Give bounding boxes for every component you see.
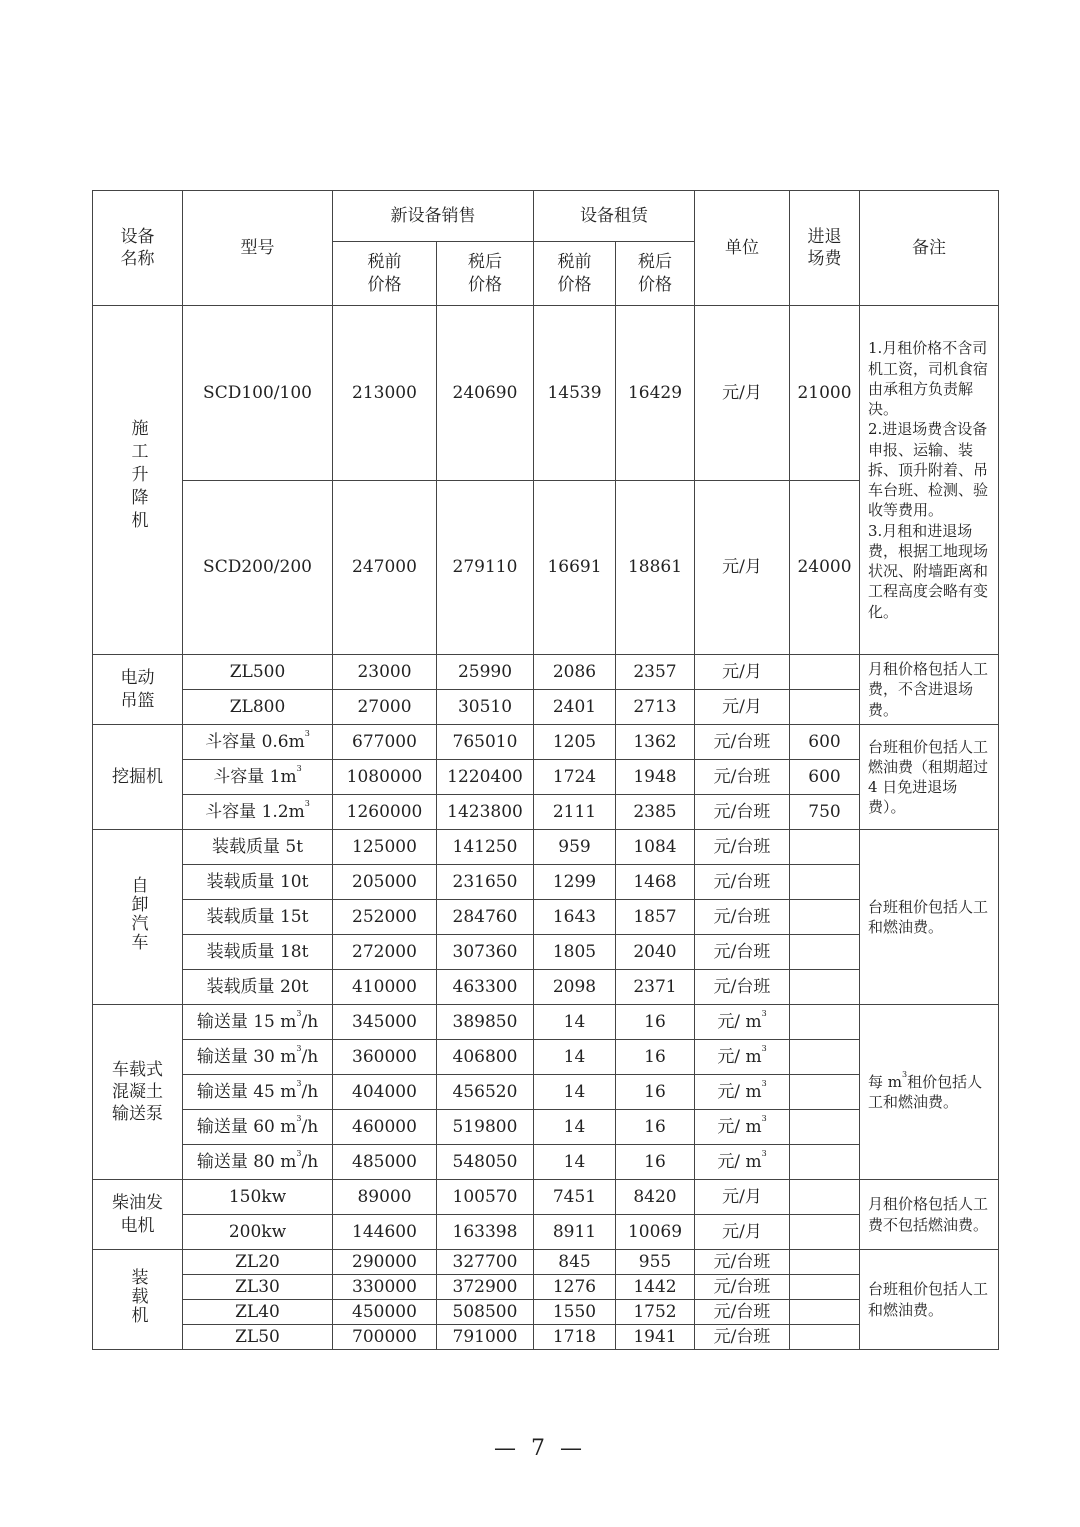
header-rental-post-tax: 税后 价格: [616, 242, 695, 306]
cell-rent-post: 2040: [616, 935, 695, 970]
cell-sale-post: 519800: [437, 1110, 534, 1145]
cell-rent-post: 1084: [616, 830, 695, 865]
cell-sale-pre: 410000: [333, 970, 437, 1005]
cell-rent-post: 18861: [616, 481, 695, 655]
header-model: 型号: [183, 191, 333, 306]
cell-sale-post: 456520: [437, 1075, 534, 1110]
cell-rent-pre: 845: [534, 1250, 616, 1275]
cell-rent-post: 16: [616, 1005, 695, 1040]
cell-entry-fee: [790, 1180, 860, 1215]
table-row: [93, 1005, 999, 1040]
cell-sale-post: 463300: [437, 970, 534, 1005]
cell-sale-pre: 330000: [333, 1275, 437, 1300]
cell-rent-pre: 8911: [534, 1215, 616, 1250]
cell-sale-post: 231650: [437, 865, 534, 900]
cell-rent-pre: 14: [534, 1040, 616, 1075]
header-rental-pre-tax: 税前 价格: [534, 242, 616, 306]
cell-rent-post: 1468: [616, 865, 695, 900]
cell-rent-post: 10069: [616, 1215, 695, 1250]
cell-entry-fee: 750: [790, 795, 860, 830]
cell-sale-pre: 144600: [333, 1215, 437, 1250]
cell-entry-fee: 600: [790, 760, 860, 795]
cell-sale-pre: 700000: [333, 1325, 437, 1350]
cell-sale-pre: 1080000: [333, 760, 437, 795]
cell-unit: 元/台班: [695, 1300, 790, 1325]
cell-rent-pre: 1205: [534, 725, 616, 760]
cell-unit: 元/月: [695, 1180, 790, 1215]
cell-entry-fee: [790, 1250, 860, 1275]
cell-sale-pre: 360000: [333, 1040, 437, 1075]
cell-entry-fee: 24000: [790, 481, 860, 655]
cell-model: 装载质量 10t: [183, 865, 333, 900]
cell-rent-pre: 14539: [534, 306, 616, 481]
cell-model: ZL30: [183, 1275, 333, 1300]
cell-unit: 元/台班: [695, 830, 790, 865]
cell-unit: 元/台班: [695, 1325, 790, 1350]
cell-model: 装载质量 15t: [183, 900, 333, 935]
cell-sale-post: 100570: [437, 1180, 534, 1215]
cell-unit: 元/ $m^3$: [695, 1110, 790, 1145]
cell-sale-pre: 205000: [333, 865, 437, 900]
header-remarks: 备注: [860, 191, 999, 306]
cell-sale-pre: 677000: [333, 725, 437, 760]
header-rental: 设备租赁: [534, 191, 695, 242]
page-number: — 7 —: [494, 1436, 586, 1461]
header-name: 设备 名称: [93, 191, 183, 306]
cell-entry-fee: [790, 1145, 860, 1180]
cell-unit: 元/台班: [695, 795, 790, 830]
cell-rent-pre: 7451: [534, 1180, 616, 1215]
cell-entry-fee: [790, 935, 860, 970]
cell-rent-post: 16: [616, 1075, 695, 1110]
cell-model: ZL50: [183, 1325, 333, 1350]
cell-rent-pre: 14: [534, 1005, 616, 1040]
cell-sale-post: 141250: [437, 830, 534, 865]
cell-rent-pre: 14: [534, 1075, 616, 1110]
cell-model: 输送量 80 $m^3/h$: [183, 1145, 333, 1180]
group-name-dumptruck: 自卸汽车: [93, 830, 183, 1005]
cell-entry-fee: [790, 690, 860, 725]
cell-entry-fee: [790, 970, 860, 1005]
cell-unit: 元/月: [695, 1215, 790, 1250]
note-loader: 台班租价包括人工和燃油费。: [860, 1250, 999, 1350]
cell-entry-fee: [790, 1075, 860, 1110]
cell-model: 装载质量 18t: [183, 935, 333, 970]
cell-unit: 元/月: [695, 481, 790, 655]
header-sales-pre-tax: 税前 价格: [333, 242, 437, 306]
cell-sale-post: 389850: [437, 1005, 534, 1040]
group-name-pump: 车载式 混凝土 输送泵: [93, 1005, 183, 1180]
cell-unit: 元/ $m^3$: [695, 1075, 790, 1110]
cell-unit: 元/台班: [695, 935, 790, 970]
cell-model: 装载质量 5t: [183, 830, 333, 865]
cell-entry-fee: [790, 1110, 860, 1145]
group-name-hoist: 施工升降机: [93, 306, 183, 655]
cell-rent-post: 1941: [616, 1325, 695, 1350]
cell-rent-pre: 2401: [534, 690, 616, 725]
cell-rent-post: 1857: [616, 900, 695, 935]
cell-sale-post: 508500: [437, 1300, 534, 1325]
cell-rent-pre: 2098: [534, 970, 616, 1005]
cell-unit: 元/月: [695, 690, 790, 725]
cell-rent-pre: 16691: [534, 481, 616, 655]
note-pump: 每 $m^3$租价包括人工和燃油费。: [860, 1005, 999, 1180]
cell-sale-pre: 247000: [333, 481, 437, 655]
note-dumptruck: 台班租价包括人工和燃油费。: [860, 830, 999, 1005]
note-gondola: 月租价格包括人工费，不含进退场费。: [860, 655, 999, 725]
cell-entry-fee: [790, 1215, 860, 1250]
cell-sale-pre: 1260000: [333, 795, 437, 830]
cell-unit: 元/台班: [695, 1250, 790, 1275]
group-name-loader: 装载机: [93, 1250, 183, 1350]
cell-rent-post: 2357: [616, 655, 695, 690]
cell-unit: 元/ $m^3$: [695, 1005, 790, 1040]
cell-rent-pre: 14: [534, 1110, 616, 1145]
cell-rent-pre: 1805: [534, 935, 616, 970]
cell-unit: 元/台班: [695, 900, 790, 935]
cell-entry-fee: [790, 1275, 860, 1300]
cell-model: 150kw: [183, 1180, 333, 1215]
cell-entry-fee: [790, 1040, 860, 1075]
cell-model: 200kw: [183, 1215, 333, 1250]
table-row: [93, 306, 999, 481]
cell-model: 输送量 15 $m^3/h$: [183, 1005, 333, 1040]
cell-model: SCD100/100: [183, 306, 333, 481]
cell-sale-post: 1220400: [437, 760, 534, 795]
cell-sale-post: 372900: [437, 1275, 534, 1300]
cell-sale-post: 765010: [437, 725, 534, 760]
cell-sale-post: 791000: [437, 1325, 534, 1350]
cell-model: 斗容量 $1m^3$: [183, 760, 333, 795]
note-hoist: 1.月租价格不含司机工资，司机食宿由承租方负责解决。 2.进退场费含设备申报、运输、装拆、顶升附着、吊车台班、检测、验收等费用。 3.月租和进退场费，根据工地现场状况、附墙距离和工程高度会略有变化。: [860, 306, 999, 655]
cell-rent-post: 1362: [616, 725, 695, 760]
cell-entry-fee: 600: [790, 725, 860, 760]
cell-unit: 元/ $m^3$: [695, 1145, 790, 1180]
cell-rent-pre: 1643: [534, 900, 616, 935]
cell-unit: 元/台班: [695, 760, 790, 795]
cell-sale-post: 163398: [437, 1215, 534, 1250]
group-name-generator: 柴油发 电机: [93, 1180, 183, 1250]
cell-sale-pre: 23000: [333, 655, 437, 690]
cell-entry-fee: 21000: [790, 306, 860, 481]
note-generator: 月租价格包括人工费不包括燃油费。: [860, 1180, 999, 1250]
cell-sale-pre: 345000: [333, 1005, 437, 1040]
note-excavator: 台班租价包括人工燃油费（租期超过 4 日免进退场费）。: [860, 725, 999, 830]
cell-model: ZL800: [183, 690, 333, 725]
cell-entry-fee: [790, 830, 860, 865]
cell-sale-post: 25990: [437, 655, 534, 690]
cell-rent-pre: 1276: [534, 1275, 616, 1300]
cell-model: ZL20: [183, 1250, 333, 1275]
cell-rent-pre: 2086: [534, 655, 616, 690]
cell-model: ZL40: [183, 1300, 333, 1325]
cell-sale-post: 240690: [437, 306, 534, 481]
cell-sale-pre: 272000: [333, 935, 437, 970]
cell-rent-post: 2713: [616, 690, 695, 725]
cell-rent-post: 16: [616, 1110, 695, 1145]
cell-sale-pre: 460000: [333, 1110, 437, 1145]
cell-rent-post: 2385: [616, 795, 695, 830]
cell-rent-post: 1442: [616, 1275, 695, 1300]
table-row: [93, 830, 999, 865]
cell-sale-post: 279110: [437, 481, 534, 655]
header-sales: 新设备销售: [333, 191, 534, 242]
table-row: [93, 655, 999, 690]
cell-entry-fee: [790, 1300, 860, 1325]
cell-sale-pre: 27000: [333, 690, 437, 725]
cell-sale-pre: 213000: [333, 306, 437, 481]
cell-unit: 元/月: [695, 655, 790, 690]
cell-model: 斗容量 $1.2m^3$: [183, 795, 333, 830]
table-row: [93, 1250, 999, 1275]
cell-model: SCD200/200: [183, 481, 333, 655]
cell-sale-pre: 290000: [333, 1250, 437, 1275]
equipment-price-table: [92, 190, 999, 1350]
table-row: [93, 1180, 999, 1215]
cell-model: 输送量 45 $m^3/h$: [183, 1075, 333, 1110]
cell-sale-post: 406800: [437, 1040, 534, 1075]
cell-sale-pre: 89000: [333, 1180, 437, 1215]
cell-rent-pre: 1724: [534, 760, 616, 795]
cell-entry-fee: [790, 900, 860, 935]
cell-unit: 元/台班: [695, 970, 790, 1005]
cell-model: 装载质量 20t: [183, 970, 333, 1005]
header-entry-fee: 进退 场费: [790, 191, 860, 306]
cell-entry-fee: [790, 865, 860, 900]
cell-rent-pre: 1550: [534, 1300, 616, 1325]
cell-unit: 元/ $m^3$: [695, 1040, 790, 1075]
cell-rent-post: 16429: [616, 306, 695, 481]
cell-entry-fee: [790, 1005, 860, 1040]
cell-sale-pre: 252000: [333, 900, 437, 935]
cell-rent-pre: 1718: [534, 1325, 616, 1350]
cell-sale-post: 1423800: [437, 795, 534, 830]
cell-rent-post: 16: [616, 1040, 695, 1075]
cell-sale-post: 30510: [437, 690, 534, 725]
cell-rent-pre: 959: [534, 830, 616, 865]
cell-model: ZL500: [183, 655, 333, 690]
cell-rent-post: 16: [616, 1145, 695, 1180]
cell-unit: 元/台班: [695, 865, 790, 900]
cell-rent-pre: 14: [534, 1145, 616, 1180]
header-sales-post-tax: 税后 价格: [437, 242, 534, 306]
cell-rent-post: 8420: [616, 1180, 695, 1215]
cell-model: 输送量 30 $m^3/h$: [183, 1040, 333, 1075]
cell-sale-post: 327700: [437, 1250, 534, 1275]
cell-rent-pre: 1299: [534, 865, 616, 900]
group-name-excavator: 挖掘机: [93, 725, 183, 830]
cell-rent-pre: 2111: [534, 795, 616, 830]
cell-sale-pre: 450000: [333, 1300, 437, 1325]
group-name-gondola: 电动 吊篮: [93, 655, 183, 725]
cell-entry-fee: [790, 1325, 860, 1350]
cell-rent-post: 2371: [616, 970, 695, 1005]
header-unit: 单位: [695, 191, 790, 306]
cell-sale-post: 307360: [437, 935, 534, 970]
cell-sale-post: 548050: [437, 1145, 534, 1180]
cell-sale-pre: 125000: [333, 830, 437, 865]
cell-rent-post: 1752: [616, 1300, 695, 1325]
cell-unit: 元/台班: [695, 725, 790, 760]
cell-entry-fee: [790, 655, 860, 690]
cell-unit: 元/台班: [695, 1275, 790, 1300]
cell-rent-post: 1948: [616, 760, 695, 795]
cell-rent-post: 955: [616, 1250, 695, 1275]
cell-unit: 元/月: [695, 306, 790, 481]
cell-sale-post: 284760: [437, 900, 534, 935]
cell-sale-pre: 404000: [333, 1075, 437, 1110]
cell-sale-pre: 485000: [333, 1145, 437, 1180]
cell-model: 输送量 60 $m^3/h$: [183, 1110, 333, 1145]
table-row: [93, 725, 999, 760]
cell-model: 斗容量 $0.6m^3$: [183, 725, 333, 760]
